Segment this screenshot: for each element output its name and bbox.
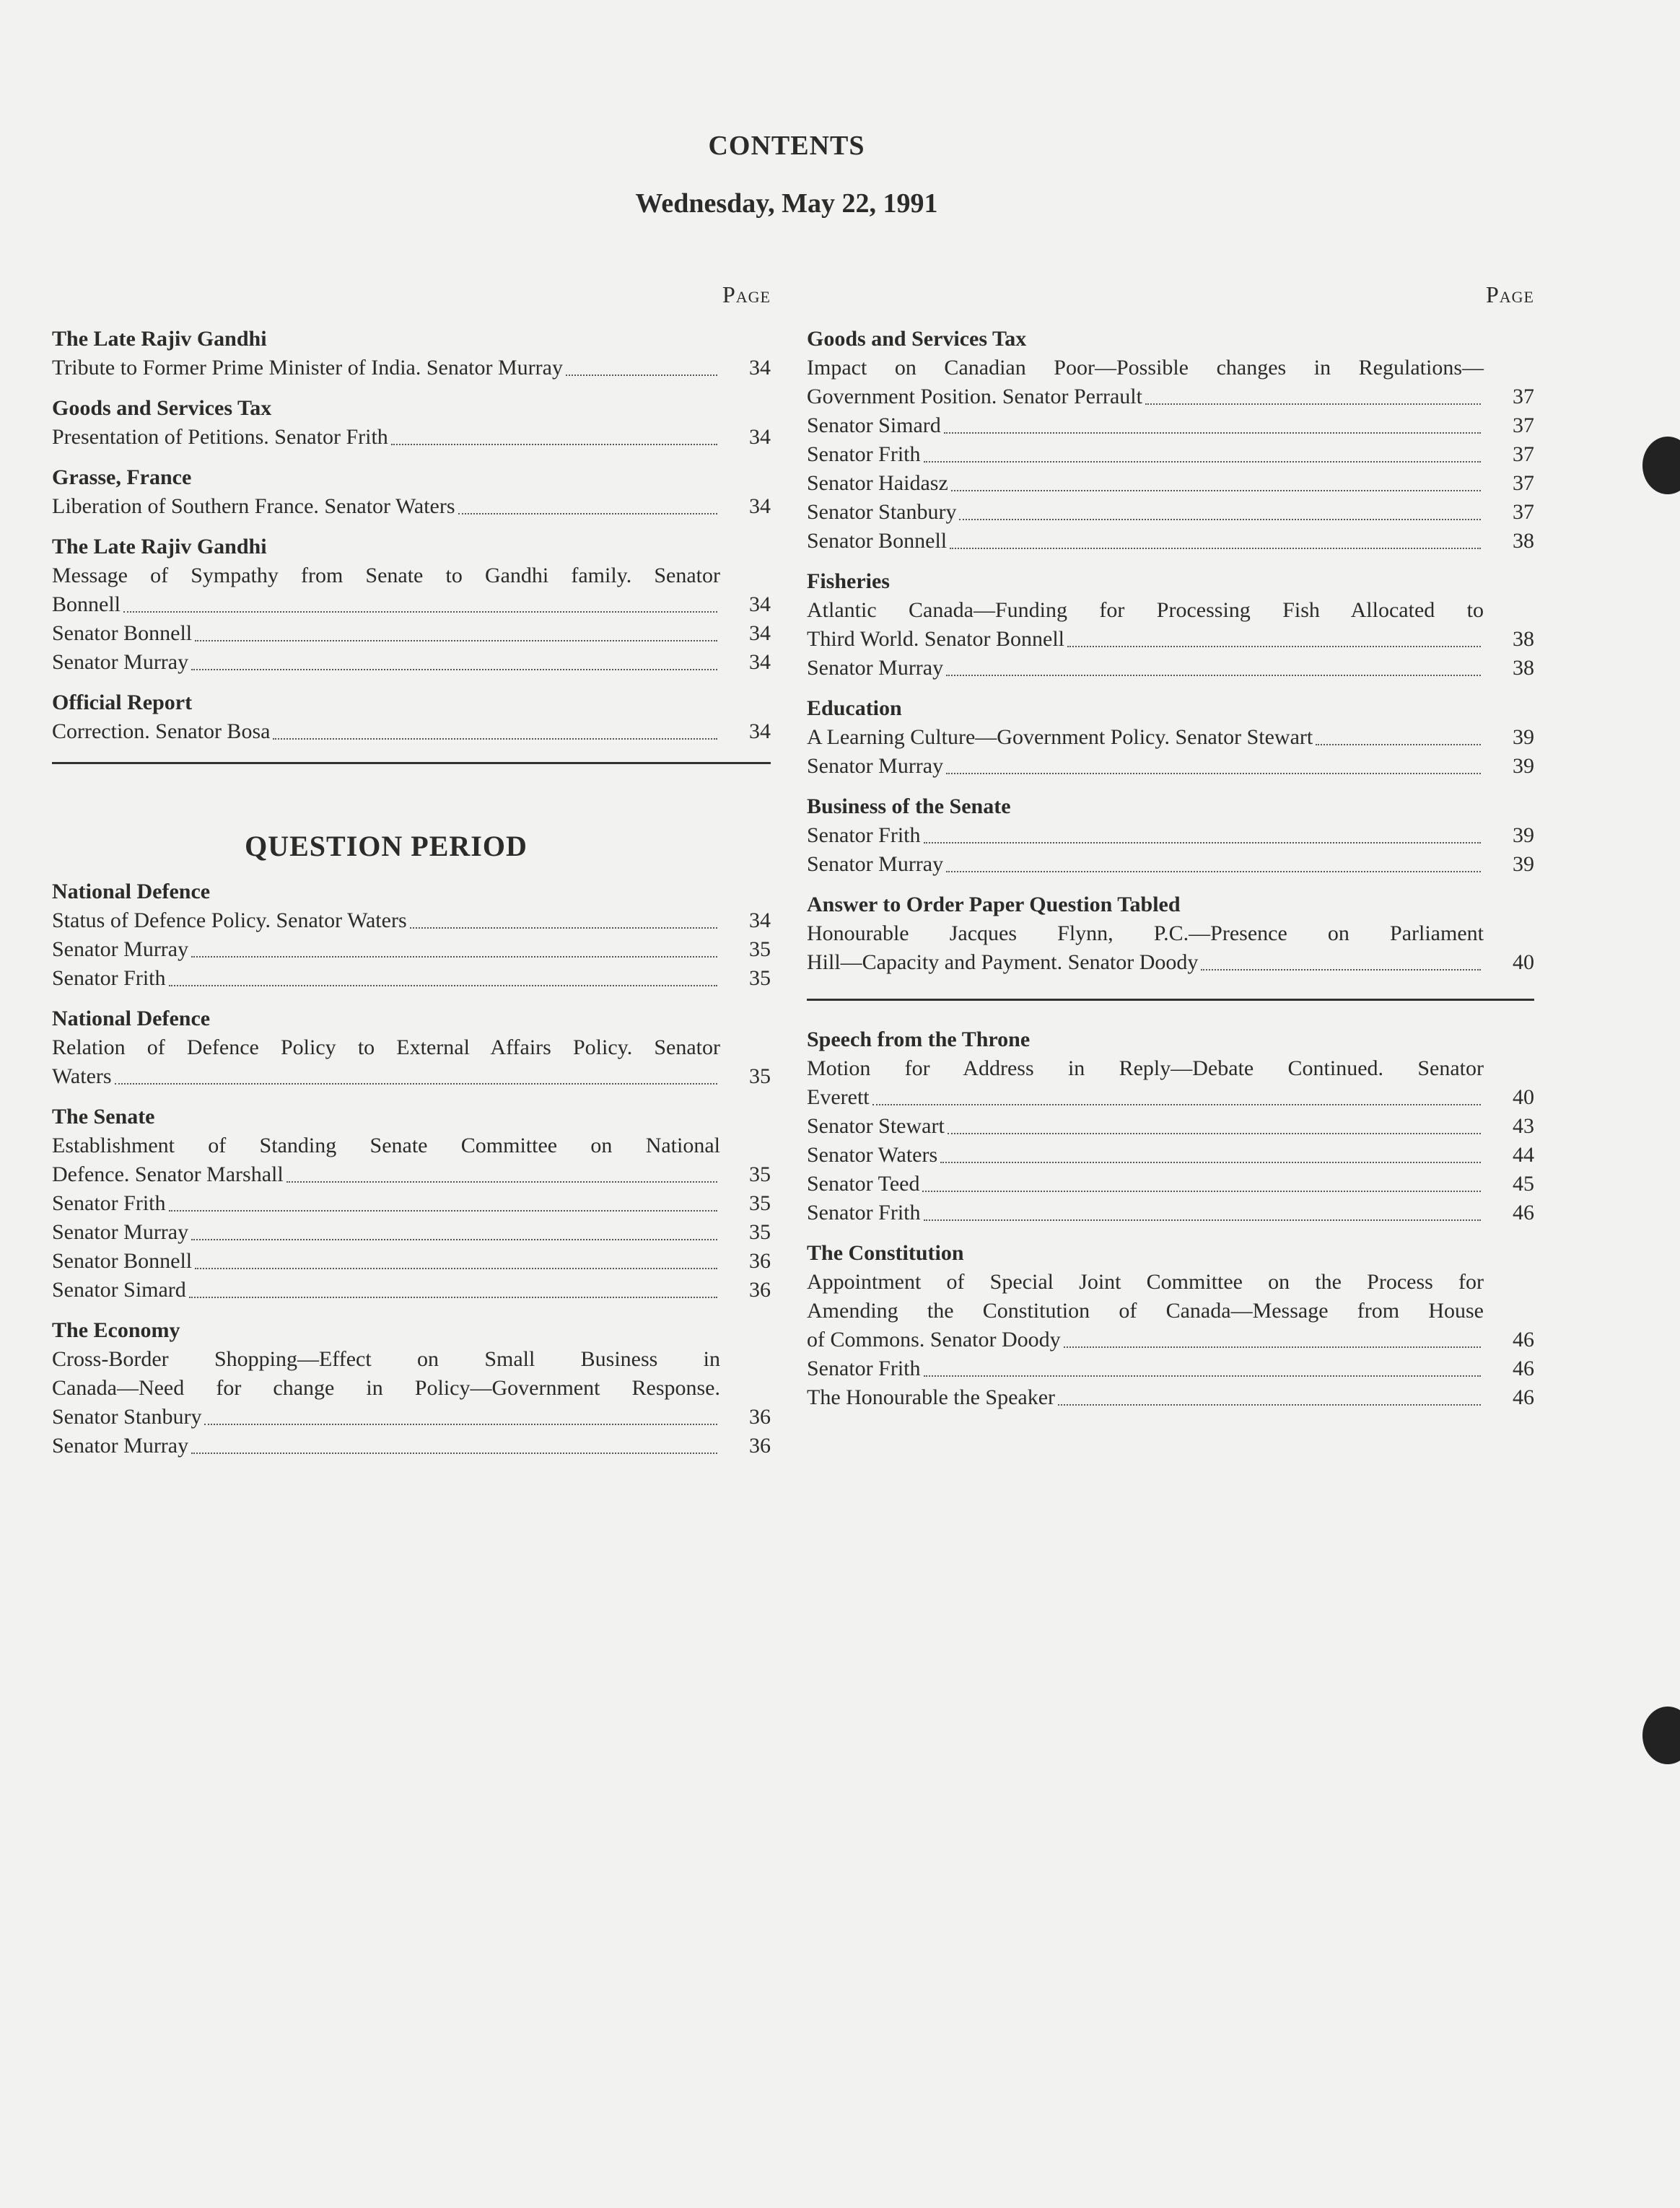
entry-row <box>807 498 1534 527</box>
section-divider <box>807 999 1534 1001</box>
dot-leader <box>924 842 1482 844</box>
entry-leader <box>807 1170 1484 1199</box>
entry-leader <box>52 492 720 521</box>
question-period-sections <box>52 877 771 1460</box>
toc-entry <box>807 723 1534 752</box>
page-number: 39 <box>1513 823 1534 847</box>
dot-leader <box>1201 969 1481 971</box>
entry-leader <box>52 619 720 648</box>
toc-entry <box>52 1033 771 1091</box>
section-divider <box>52 762 771 764</box>
entry-text: Presentation of Petitions. Senator Frith <box>52 425 388 449</box>
entry-text: Senator Murray <box>52 1434 189 1458</box>
page-number: 34 <box>749 592 771 616</box>
entry-text: Status of Defence Policy. Senator Waters <box>52 908 407 932</box>
entry-leader <box>807 411 1484 440</box>
page-number: 36 <box>749 1249 771 1273</box>
dot-leader <box>410 927 717 929</box>
entry-text: Waters <box>52 1064 112 1088</box>
entry-leader <box>52 423 720 452</box>
entry-row <box>52 964 771 993</box>
entry-text: Senator Bonnell <box>807 529 948 553</box>
page-number: 46 <box>1513 1201 1534 1225</box>
entry-leader <box>52 590 720 619</box>
page-number: 34 <box>749 494 771 518</box>
toc-entry <box>52 561 771 619</box>
dot-leader <box>123 611 717 613</box>
page-number: 36 <box>749 1405 771 1429</box>
dot-leader <box>924 1219 1482 1221</box>
entry-text: Senator Stanbury <box>807 500 957 524</box>
page-number: 37 <box>1513 500 1534 524</box>
toc-section <box>52 325 771 382</box>
dot-leader <box>195 1268 717 1269</box>
entry-text: Government Position. Senator Perrault <box>807 385 1142 408</box>
entry-row <box>52 935 771 964</box>
page-number: 35 <box>749 1191 771 1215</box>
section-heading: The Economy <box>52 1318 180 1342</box>
toc-entry <box>807 654 1534 683</box>
binder-hole <box>1642 437 1680 494</box>
toc-entry <box>52 648 771 677</box>
entry-row <box>52 648 771 677</box>
entry-leader <box>52 1218 720 1247</box>
toc-entry <box>52 717 771 746</box>
page-number: 34 <box>749 621 771 645</box>
dot-leader <box>169 985 718 986</box>
entry-text: Senator Bonnell <box>52 1249 193 1273</box>
toc-entry <box>52 1276 771 1305</box>
page-number: 34 <box>749 719 771 743</box>
entry-text: Hill—Capacity and Payment. Senator Doody <box>807 950 1199 974</box>
toc-entry <box>52 1218 771 1247</box>
toc-entry <box>807 440 1534 469</box>
entry-text-line: Atlantic Canada—Funding for Processing Fish Allocated to <box>807 598 1484 622</box>
entry-row <box>807 1112 1534 1141</box>
entry-leader <box>52 717 720 746</box>
entry-text-line: Establishment of Standing Senate Committee on National <box>52 1134 720 1157</box>
entry-row <box>52 1403 771 1432</box>
entry-row <box>807 527 1534 556</box>
toc-entry <box>807 354 1534 411</box>
entry-text: of Commons. Senator Doody <box>807 1328 1061 1351</box>
entry-row <box>807 625 1534 654</box>
entry-leader <box>52 1247 720 1276</box>
dot-leader <box>951 490 1481 491</box>
page-number: 36 <box>749 1434 771 1458</box>
entry-row <box>807 752 1534 781</box>
entry-leader <box>807 850 1484 879</box>
toc-entry <box>807 1112 1534 1141</box>
entry-text: Bonnell <box>52 592 121 616</box>
dot-leader <box>1145 403 1481 405</box>
page-number: 35 <box>749 1220 771 1244</box>
section-heading: The Late Rajiv Gandhi <box>52 535 267 558</box>
dot-leader <box>959 519 1481 520</box>
toc-entry <box>52 1189 771 1218</box>
entry-row <box>807 1141 1534 1170</box>
dot-leader <box>950 548 1481 549</box>
entry-text-line: Motion for Address in Reply—Debate Continued. Senator <box>807 1056 1484 1080</box>
dot-leader <box>924 1375 1482 1377</box>
page-number: 44 <box>1513 1143 1534 1167</box>
page-number: 40 <box>1513 1085 1534 1109</box>
dot-leader <box>391 444 717 445</box>
entry-row <box>807 850 1534 879</box>
entry-text: Senator Frith <box>52 1191 166 1215</box>
section-heading: Speech from the Throne <box>807 1028 1031 1051</box>
entry-row <box>52 423 771 452</box>
page-number: 39 <box>1513 754 1534 778</box>
toc-entry <box>52 906 771 935</box>
toc-section <box>807 567 1534 683</box>
dot-leader <box>191 1239 717 1240</box>
entry-row <box>807 1199 1534 1227</box>
entry-text: Senator Stewart <box>807 1114 945 1138</box>
page-number: 46 <box>1513 1357 1534 1380</box>
entry-leader <box>807 948 1484 977</box>
entry-leader <box>52 354 720 382</box>
dot-leader <box>1064 1346 1481 1348</box>
toc-entry <box>52 619 771 648</box>
toc-entry <box>807 919 1534 977</box>
entry-row <box>807 1354 1534 1383</box>
page-number: 35 <box>749 1162 771 1186</box>
entry-text-line: Relation of Defence Policy to External Affairs Policy. Senator <box>52 1035 720 1059</box>
entry-row <box>807 821 1534 850</box>
toc-entry <box>807 752 1534 781</box>
entry-row <box>52 1247 771 1276</box>
toc-entry <box>52 964 771 993</box>
entry-leader <box>52 1276 720 1305</box>
toc-section <box>52 394 771 452</box>
entry-text: Senator Frith <box>807 442 921 466</box>
toc-section <box>52 877 771 993</box>
entry-row <box>52 906 771 935</box>
dot-leader <box>191 956 717 958</box>
dot-leader <box>948 1133 1481 1134</box>
toc-section <box>52 1103 771 1305</box>
entry-row <box>807 723 1534 752</box>
section-heading: National Defence <box>52 1007 211 1030</box>
toc-entry <box>807 1170 1534 1199</box>
page-number: 46 <box>1513 1385 1534 1409</box>
toc-entry <box>807 469 1534 498</box>
dot-leader <box>1067 646 1481 647</box>
toc-section <box>807 694 1534 781</box>
section-heading: Business of the Senate <box>807 794 1011 818</box>
entry-leader <box>52 648 720 677</box>
dot-leader <box>946 773 1481 774</box>
toc-section <box>52 533 771 677</box>
dot-leader <box>924 461 1482 463</box>
entry-row <box>807 1383 1534 1412</box>
entry-text: Correction. Senator Bosa <box>52 719 271 743</box>
entry-text: Tribute to Former Prime Minister of India. Senator Murray <box>52 356 563 380</box>
toc-entry <box>52 1247 771 1276</box>
section-heading: Grasse, France <box>52 465 192 489</box>
page-number: 34 <box>749 908 771 932</box>
entry-row <box>807 948 1534 977</box>
toc-entry <box>807 1354 1534 1383</box>
entry-leader <box>807 1383 1484 1412</box>
entry-text: Senator Bonnell <box>52 621 193 645</box>
entry-text: Senator Waters <box>807 1143 938 1167</box>
right-column <box>807 281 1534 1424</box>
left-column <box>52 281 771 1472</box>
section-heading: The Constitution <box>807 1241 964 1265</box>
entry-text-line: Appointment of Special Joint Committee on the Process for <box>807 1270 1484 1294</box>
toc-entry <box>52 1131 771 1189</box>
dot-leader <box>195 640 717 641</box>
entry-row <box>52 1276 771 1305</box>
entry-text: Senator Murray <box>52 1220 189 1244</box>
entry-text: Senator Frith <box>807 823 921 847</box>
entry-text: Everett <box>807 1085 870 1109</box>
section-heading: Goods and Services Tax <box>807 327 1027 351</box>
entry-text: Defence. Senator Marshall <box>52 1162 284 1186</box>
entry-leader <box>807 440 1484 469</box>
dot-leader <box>922 1191 1481 1192</box>
dot-leader <box>946 675 1481 676</box>
toc-section <box>807 1239 1534 1412</box>
entry-text: Senator Teed <box>807 1172 920 1196</box>
entry-leader <box>807 625 1484 654</box>
entry-leader <box>52 1432 720 1460</box>
entry-row <box>807 1083 1534 1112</box>
right-bottom-sections <box>807 1025 1534 1412</box>
entry-text: A Learning Culture—Government Policy. Senator Stewart <box>807 725 1313 749</box>
page-number: 37 <box>1513 385 1534 408</box>
section-heading: Education <box>807 696 902 720</box>
entry-text: Senator Murray <box>807 656 944 680</box>
dot-leader <box>458 513 717 514</box>
entry-row <box>52 717 771 746</box>
entry-leader <box>52 906 720 935</box>
entry-leader <box>52 1062 720 1091</box>
toc-section <box>807 890 1534 977</box>
entry-text: The Honourable the Speaker <box>807 1385 1056 1409</box>
entry-row <box>807 654 1534 683</box>
page-column-header: Page <box>1485 281 1534 307</box>
page-number: 38 <box>1513 656 1534 680</box>
toc-section <box>807 325 1534 556</box>
toc-entry <box>52 492 771 521</box>
dot-leader <box>204 1424 717 1425</box>
entry-leader <box>807 752 1484 781</box>
entry-text: Senator Frith <box>807 1357 921 1380</box>
dot-leader <box>1058 1404 1481 1406</box>
dot-leader <box>286 1181 717 1183</box>
page-number: 39 <box>1513 725 1534 749</box>
left-top-sections <box>52 325 771 746</box>
dot-leader <box>169 1210 718 1212</box>
entry-row <box>52 1218 771 1247</box>
dot-leader <box>189 1297 717 1298</box>
entry-text-line: Message of Sympathy from Senate to Gandhi family. Senator <box>52 564 720 587</box>
entry-leader <box>807 723 1484 752</box>
toc-entry <box>807 527 1534 556</box>
section-heading: Goods and Services Tax <box>52 396 272 420</box>
entry-row <box>807 411 1534 440</box>
entry-leader <box>52 1160 720 1189</box>
toc-entry <box>52 1432 771 1460</box>
toc-entry <box>807 411 1534 440</box>
toc-section <box>52 1004 771 1091</box>
toc-section <box>807 1025 1534 1227</box>
entry-row <box>52 354 771 382</box>
dot-leader <box>1316 744 1481 745</box>
section-heading: Official Report <box>52 691 193 714</box>
right-top-sections <box>807 325 1534 977</box>
entry-leader <box>807 527 1484 556</box>
entry-text: Senator Murray <box>52 650 189 674</box>
toc-entry <box>807 1054 1534 1112</box>
toc-entry <box>807 498 1534 527</box>
toc-entry <box>52 1345 771 1403</box>
section-heading: Answer to Order Paper Question Tabled <box>807 893 1181 916</box>
entry-row <box>52 492 771 521</box>
dot-leader <box>946 871 1481 872</box>
entry-leader <box>807 469 1484 498</box>
page-number: 39 <box>1513 852 1534 876</box>
dot-leader <box>273 738 717 740</box>
entry-leader <box>807 1199 1484 1227</box>
entry-leader <box>807 1326 1484 1354</box>
page-number: 38 <box>1513 529 1534 553</box>
toc-entry <box>807 596 1534 654</box>
dot-leader <box>944 432 1481 434</box>
entry-text: Senator Frith <box>807 1201 921 1225</box>
entry-text: Senator Frith <box>52 966 166 990</box>
entry-row <box>807 1170 1534 1199</box>
toc-entry <box>807 1268 1534 1354</box>
toc-entry <box>807 850 1534 879</box>
page-number: 35 <box>749 966 771 990</box>
section-heading: The Late Rajiv Gandhi <box>52 327 267 351</box>
entry-text: Liberation of Southern France. Senator Waters <box>52 494 455 518</box>
entry-row <box>52 1160 771 1189</box>
page-title: CONTENTS <box>708 131 865 161</box>
section-heading: Fisheries <box>807 569 890 593</box>
entry-text-line: Honourable Jacques Flynn, P.C.—Presence on Parliament <box>807 921 1484 945</box>
page-number: 37 <box>1513 471 1534 495</box>
page-number: 37 <box>1513 442 1534 466</box>
page-number: 40 <box>1513 950 1534 974</box>
entry-leader <box>807 1141 1484 1170</box>
entry-text: Third World. Senator Bonnell <box>807 627 1064 651</box>
question-period-title: QUESTION PERIOD <box>245 830 528 862</box>
entry-row <box>52 619 771 648</box>
entry-text-line: Cross-Border Shopping—Effect on Small Business in <box>52 1347 720 1371</box>
page-number: 34 <box>749 425 771 449</box>
sitting-date: Wednesday, May 22, 1991 <box>635 188 938 219</box>
page-number: 37 <box>1513 413 1534 437</box>
page-number: 35 <box>749 937 771 961</box>
dot-leader <box>115 1083 717 1085</box>
entry-row <box>807 1326 1534 1354</box>
entry-leader <box>52 1189 720 1218</box>
page-number: 38 <box>1513 627 1534 651</box>
toc-section <box>807 792 1534 879</box>
toc-entry <box>52 935 771 964</box>
entry-text-line: Amending the Constitution of Canada—Message from House <box>807 1299 1484 1323</box>
entry-leader <box>807 498 1484 527</box>
toc-entry <box>807 1383 1534 1412</box>
toc-entry <box>52 354 771 382</box>
page-number: 35 <box>749 1064 771 1088</box>
entry-leader <box>807 821 1484 850</box>
entry-leader <box>52 1403 720 1432</box>
entry-leader <box>807 1112 1484 1141</box>
entry-leader <box>52 964 720 993</box>
entry-row <box>807 469 1534 498</box>
entry-text: Senator Stanbury <box>52 1405 202 1429</box>
entry-row <box>52 590 771 619</box>
entry-row <box>807 440 1534 469</box>
toc-section <box>52 688 771 746</box>
entry-text: Senator Murray <box>807 754 944 778</box>
entry-text: Senator Simard <box>807 413 941 437</box>
entry-text: Senator Haidasz <box>807 471 948 495</box>
section-heading: The Senate <box>52 1105 155 1129</box>
page-column-header: Page <box>722 281 771 307</box>
entry-text: Senator Murray <box>807 852 944 876</box>
toc-entry <box>807 1199 1534 1227</box>
page-number: 45 <box>1513 1172 1534 1196</box>
toc-section <box>52 463 771 521</box>
entry-text: Senator Murray <box>52 937 189 961</box>
toc-section <box>52 1316 771 1460</box>
page-number: 34 <box>749 650 771 674</box>
dot-leader <box>940 1162 1481 1163</box>
toc-entry <box>52 1403 771 1432</box>
page-number: 36 <box>749 1278 771 1302</box>
entry-leader <box>807 1083 1484 1112</box>
page-number: 34 <box>749 356 771 380</box>
section-heading: National Defence <box>52 880 211 903</box>
dot-leader <box>191 1453 717 1454</box>
toc-entry <box>807 1141 1534 1170</box>
dot-leader <box>566 374 717 376</box>
entry-row <box>52 1189 771 1218</box>
toc-entry <box>52 423 771 452</box>
entry-row <box>807 382 1534 411</box>
binder-hole <box>1642 1707 1680 1764</box>
entry-leader <box>807 382 1484 411</box>
dot-leader <box>872 1104 1481 1105</box>
entry-row <box>52 1062 771 1091</box>
entry-leader <box>807 654 1484 683</box>
entry-text-line: Impact on Canadian Poor—Possible changes in Regulations— <box>807 356 1484 380</box>
entry-text: Senator Simard <box>52 1278 186 1302</box>
entry-text-line: Canada—Need for change in Policy—Government Response. <box>52 1376 720 1400</box>
page-number: 46 <box>1513 1328 1534 1351</box>
entry-leader <box>52 935 720 964</box>
entry-row <box>52 1432 771 1460</box>
page-number: 43 <box>1513 1114 1534 1138</box>
toc-entry <box>807 821 1534 850</box>
entry-leader <box>807 1354 1484 1383</box>
dot-leader <box>191 669 717 670</box>
